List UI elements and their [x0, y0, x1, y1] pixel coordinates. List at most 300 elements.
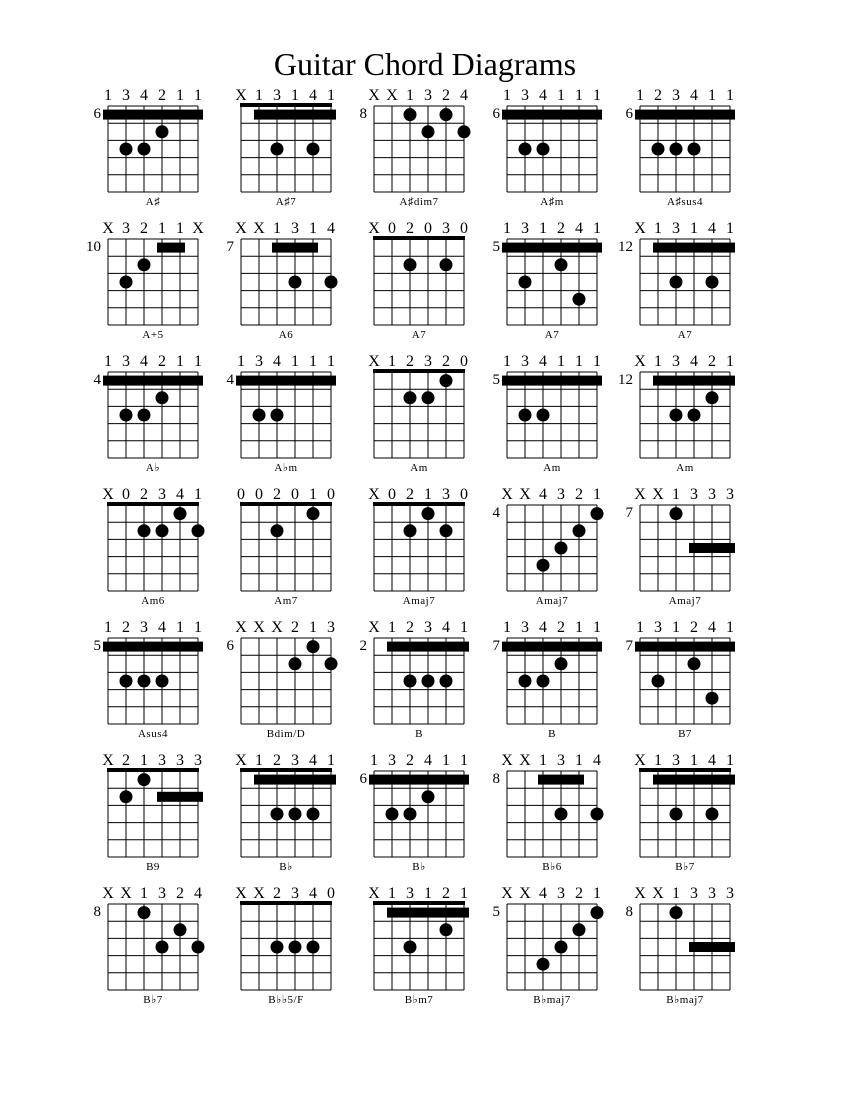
- chord-diagram: [493, 486, 604, 607]
- finger-dot: [404, 258, 417, 271]
- chord-name: B9: [146, 861, 160, 873]
- finger-label: 3: [521, 353, 529, 370]
- nut: [240, 768, 332, 772]
- finger-label: 4: [309, 87, 317, 104]
- finger-label: 2: [406, 220, 414, 237]
- barre-bar: [103, 376, 203, 386]
- finger-dot: [670, 409, 683, 422]
- finger-label: 0: [255, 486, 263, 503]
- finger-label: 1: [327, 752, 335, 769]
- finger-label: 3: [424, 619, 432, 636]
- chord-name: Amaj7: [535, 595, 569, 607]
- chord-name: B♭♭5/F: [268, 994, 304, 1006]
- fret-number: 10: [86, 239, 101, 255]
- chord-diagram: [493, 353, 603, 474]
- finger-label: 0: [424, 220, 432, 237]
- finger-dot: [706, 391, 719, 404]
- finger-label: 2: [406, 486, 414, 503]
- finger-label: X: [519, 885, 531, 902]
- fret-number: 6: [226, 638, 234, 654]
- finger-label: 2: [273, 752, 281, 769]
- finger-label: X: [501, 486, 513, 503]
- finger-label: 1: [636, 87, 644, 104]
- finger-dot: [325, 276, 338, 289]
- finger-label: 4: [708, 619, 716, 636]
- finger-label: 0: [388, 220, 396, 237]
- finger-label: 2: [273, 885, 281, 902]
- finger-label: 1: [593, 486, 601, 503]
- fret-number: 6: [625, 106, 633, 122]
- finger-label: 2: [442, 87, 450, 104]
- chord-name: B♭maj7: [533, 994, 571, 1006]
- finger-label: 2: [690, 619, 698, 636]
- finger-label: 1: [593, 87, 601, 104]
- finger-label: 1: [424, 885, 432, 902]
- chord-diagram: [368, 885, 469, 1006]
- finger-label: X: [235, 220, 247, 237]
- finger-label: 4: [539, 619, 547, 636]
- finger-label: 2: [557, 220, 565, 237]
- finger-label: X: [120, 885, 132, 902]
- chord-name: B: [548, 728, 556, 740]
- fret-number: 4: [226, 372, 234, 388]
- finger-label: 1: [575, 353, 583, 370]
- finger-label: 4: [690, 353, 698, 370]
- finger-label: 2: [708, 353, 716, 370]
- finger-label: 4: [575, 220, 583, 237]
- finger-label: 1: [503, 619, 511, 636]
- finger-dot: [440, 675, 453, 688]
- fret-number: 4: [93, 372, 101, 388]
- nut: [373, 369, 465, 373]
- finger-dot: [271, 941, 284, 954]
- finger-label: X: [634, 486, 646, 503]
- finger-label: 1: [690, 752, 698, 769]
- finger-label: 2: [122, 752, 130, 769]
- finger-dot: [440, 258, 453, 271]
- finger-label: 3: [140, 619, 148, 636]
- finger-label: 1: [726, 752, 734, 769]
- finger-dot: [670, 276, 683, 289]
- nut: [373, 236, 465, 240]
- finger-dot: [519, 276, 532, 289]
- finger-dot: [120, 790, 133, 803]
- finger-label: 3: [158, 752, 166, 769]
- chord-diagram: [237, 486, 335, 607]
- finger-dot: [307, 507, 320, 520]
- finger-dot: [386, 808, 399, 821]
- finger-dot: [138, 906, 151, 919]
- finger-label: 3: [291, 885, 299, 902]
- finger-label: 4: [460, 87, 468, 104]
- finger-label: 1: [255, 87, 263, 104]
- chord-diagram: [94, 87, 204, 208]
- chord-diagram: [626, 885, 736, 1006]
- barre-bar: [254, 110, 336, 120]
- finger-dot: [537, 143, 550, 156]
- chord-diagram: [235, 87, 336, 208]
- finger-label: 2: [140, 486, 148, 503]
- finger-dot: [537, 559, 550, 572]
- chord-name: Bdim/D: [266, 728, 306, 740]
- fret-number: 5: [492, 904, 500, 920]
- finger-label: 4: [309, 885, 317, 902]
- finger-dot: [537, 958, 550, 971]
- finger-label: 2: [406, 353, 414, 370]
- fret-number: 4: [492, 505, 500, 521]
- finger-label: 3: [388, 752, 396, 769]
- finger-label: 3: [424, 353, 432, 370]
- chord-name: Am6: [141, 595, 165, 607]
- finger-label: X: [386, 87, 398, 104]
- finger-dot: [670, 143, 683, 156]
- chord-name: A♯: [145, 196, 161, 208]
- finger-label: 1: [636, 619, 644, 636]
- finger-label: 3: [158, 486, 166, 503]
- finger-dot: [688, 657, 701, 670]
- finger-label: 3: [158, 885, 166, 902]
- finger-dot: [555, 542, 568, 555]
- chord-name: Am: [410, 462, 428, 474]
- finger-label: 3: [255, 353, 263, 370]
- finger-dot: [138, 143, 151, 156]
- finger-label: X: [519, 752, 531, 769]
- fret-number: 5: [492, 239, 500, 255]
- finger-label: 1: [460, 885, 468, 902]
- finger-dot: [138, 773, 151, 786]
- finger-label: 1: [460, 752, 468, 769]
- finger-dot: [555, 258, 568, 271]
- finger-dot: [120, 276, 133, 289]
- finger-label: 4: [158, 619, 166, 636]
- finger-label: 2: [575, 885, 583, 902]
- nut: [373, 502, 465, 506]
- finger-label: 1: [593, 619, 601, 636]
- finger-label: 1: [726, 619, 734, 636]
- chord-name: A♯7: [275, 196, 297, 208]
- finger-label: 0: [460, 486, 468, 503]
- finger-dot: [537, 675, 550, 688]
- chord-name: B: [415, 728, 423, 740]
- nut: [373, 901, 465, 905]
- finger-dot: [573, 923, 586, 936]
- finger-label: 4: [140, 87, 148, 104]
- finger-label: 4: [273, 353, 281, 370]
- finger-label: X: [235, 87, 247, 104]
- finger-label: 1: [424, 486, 432, 503]
- finger-label: 0: [388, 486, 396, 503]
- finger-label: 3: [122, 220, 130, 237]
- finger-label: 4: [309, 752, 317, 769]
- finger-dot: [519, 675, 532, 688]
- finger-label: X: [501, 885, 513, 902]
- finger-label: 1: [327, 353, 335, 370]
- chord-diagram: [235, 885, 335, 1006]
- finger-dot: [422, 675, 435, 688]
- finger-dot: [307, 640, 320, 653]
- finger-dot: [440, 923, 453, 936]
- finger-label: 4: [593, 752, 601, 769]
- finger-label: X: [192, 220, 204, 237]
- finger-label: 1: [309, 486, 317, 503]
- finger-label: X: [634, 220, 646, 237]
- nut: [107, 768, 199, 772]
- finger-dot: [271, 143, 284, 156]
- chord-diagram: [360, 619, 470, 740]
- barre-bar: [157, 792, 203, 802]
- finger-label: 1: [503, 220, 511, 237]
- finger-label: 3: [424, 87, 432, 104]
- finger-label: 1: [176, 87, 184, 104]
- finger-label: 1: [309, 619, 317, 636]
- barre-bar: [103, 110, 203, 120]
- finger-label: 1: [672, 885, 680, 902]
- finger-label: 4: [539, 87, 547, 104]
- finger-dot: [253, 409, 266, 422]
- finger-dot: [422, 125, 435, 138]
- finger-label: 1: [690, 220, 698, 237]
- page-title: Guitar Chord Diagrams: [273, 46, 577, 82]
- barre-bar: [103, 642, 203, 652]
- finger-label: 1: [593, 220, 601, 237]
- finger-label: 1: [726, 353, 734, 370]
- chord-diagram: [493, 752, 604, 873]
- barre-bar: [502, 376, 602, 386]
- finger-label: 4: [708, 752, 716, 769]
- chord-diagram: [493, 87, 603, 208]
- chord-diagram: [94, 885, 205, 1006]
- finger-dot: [289, 941, 302, 954]
- finger-dot: [120, 675, 133, 688]
- finger-label: 1: [460, 619, 468, 636]
- finger-label: X: [368, 220, 380, 237]
- finger-label: 1: [539, 220, 547, 237]
- fret-number: 5: [93, 638, 101, 654]
- finger-label: X: [235, 752, 247, 769]
- finger-label: 2: [176, 885, 184, 902]
- chord-diagram: [227, 220, 338, 341]
- finger-label: 3: [521, 619, 529, 636]
- chord-name: B♭m7: [404, 994, 434, 1006]
- finger-label: 1: [176, 220, 184, 237]
- finger-label: 1: [406, 87, 414, 104]
- finger-dot: [271, 808, 284, 821]
- finger-dot: [325, 657, 338, 670]
- finger-label: 3: [672, 353, 680, 370]
- finger-label: 1: [291, 87, 299, 104]
- chord-name: B♭7: [675, 861, 695, 873]
- chord-diagram: [493, 885, 604, 1006]
- finger-dot: [555, 657, 568, 670]
- barre-bar: [254, 775, 336, 785]
- finger-label: 3: [122, 353, 130, 370]
- finger-label: 2: [575, 486, 583, 503]
- finger-label: X: [253, 619, 265, 636]
- finger-label: 1: [388, 353, 396, 370]
- finger-label: 4: [708, 220, 716, 237]
- finger-label: 0: [237, 486, 245, 503]
- chord-diagram: [102, 486, 204, 607]
- finger-label: X: [271, 619, 283, 636]
- finger-label: 2: [122, 619, 130, 636]
- barre-bar: [502, 243, 602, 253]
- finger-label: 1: [237, 353, 245, 370]
- nut: [240, 502, 332, 506]
- chord-name: B♭: [279, 861, 293, 873]
- finger-label: 0: [291, 486, 299, 503]
- chord-diagram: [94, 619, 204, 740]
- nut: [639, 768, 731, 772]
- chord-name: B♭6: [542, 861, 562, 873]
- finger-label: 1: [291, 353, 299, 370]
- finger-label: X: [368, 619, 380, 636]
- chord-name: A7: [677, 329, 693, 341]
- finger-dot: [555, 808, 568, 821]
- finger-label: X: [235, 885, 247, 902]
- chord-name: A6: [278, 329, 294, 341]
- finger-label: 3: [273, 87, 281, 104]
- finger-dot: [440, 108, 453, 121]
- finger-dot: [404, 108, 417, 121]
- finger-label: 0: [122, 486, 130, 503]
- finger-dot: [404, 941, 417, 954]
- barre-bar: [502, 642, 602, 652]
- finger-dot: [688, 409, 701, 422]
- finger-dot: [591, 507, 604, 520]
- finger-label: 1: [557, 87, 565, 104]
- finger-dot: [156, 941, 169, 954]
- finger-dot: [174, 507, 187, 520]
- nut: [240, 103, 332, 107]
- chord-diagram: [368, 486, 468, 607]
- finger-label: X: [368, 87, 380, 104]
- finger-dot: [440, 524, 453, 537]
- finger-label: 3: [194, 752, 202, 769]
- fret-number: 2: [359, 638, 367, 654]
- finger-label: X: [368, 486, 380, 503]
- finger-dot: [404, 808, 417, 821]
- chord-name: A♭m: [274, 462, 298, 474]
- finger-label: 3: [672, 752, 680, 769]
- finger-dot: [706, 276, 719, 289]
- finger-dot: [519, 409, 532, 422]
- finger-dot: [404, 524, 417, 537]
- barre-bar: [538, 775, 584, 785]
- finger-label: 3: [442, 486, 450, 503]
- finger-label: 1: [176, 619, 184, 636]
- finger-label: 1: [575, 619, 583, 636]
- finger-label: X: [368, 885, 380, 902]
- chord-diagram: [368, 353, 468, 474]
- finger-label: 1: [140, 752, 148, 769]
- fret-number: 5: [492, 372, 500, 388]
- chord-diagram: [493, 220, 603, 341]
- chord-diagram: [618, 353, 735, 474]
- finger-dot: [271, 409, 284, 422]
- finger-label: 3: [291, 220, 299, 237]
- fret-number: 8: [492, 771, 500, 787]
- finger-label: X: [501, 752, 513, 769]
- fret-number: 12: [618, 239, 633, 255]
- finger-label: 2: [273, 486, 281, 503]
- finger-label: 2: [291, 619, 299, 636]
- finger-label: 1: [388, 619, 396, 636]
- finger-label: 3: [521, 87, 529, 104]
- finger-label: 3: [726, 486, 734, 503]
- finger-dot: [670, 906, 683, 919]
- barre-bar: [502, 110, 602, 120]
- chord-name: B♭maj7: [666, 994, 704, 1006]
- finger-dot: [174, 923, 187, 936]
- fret-number: 7: [226, 239, 234, 255]
- chord-name: Amaj7: [402, 595, 436, 607]
- fret-number: 6: [492, 106, 500, 122]
- finger-label: 4: [176, 486, 184, 503]
- finger-dot: [458, 125, 471, 138]
- finger-dot: [670, 507, 683, 520]
- chord-name: A♯sus4: [666, 196, 704, 208]
- finger-label: 4: [424, 752, 432, 769]
- finger-dot: [422, 391, 435, 404]
- finger-dot: [537, 409, 550, 422]
- finger-label: 4: [442, 619, 450, 636]
- chord-name: B♭7: [143, 994, 163, 1006]
- finger-label: 2: [158, 87, 166, 104]
- finger-label: 1: [104, 87, 112, 104]
- finger-label: 3: [557, 885, 565, 902]
- chord-diagram: [227, 353, 337, 474]
- finger-label: X: [102, 752, 114, 769]
- finger-label: X: [368, 353, 380, 370]
- barre-bar: [272, 243, 318, 253]
- finger-dot: [192, 941, 205, 954]
- finger-dot: [706, 808, 719, 821]
- chord-diagram: [618, 220, 735, 341]
- finger-label: 3: [726, 885, 734, 902]
- finger-label: 1: [104, 353, 112, 370]
- finger-label: 1: [158, 220, 166, 237]
- chord-diagram: [368, 220, 468, 341]
- finger-label: 3: [557, 486, 565, 503]
- finger-label: 3: [557, 752, 565, 769]
- finger-label: X: [634, 885, 646, 902]
- finger-dot: [138, 524, 151, 537]
- finger-dot: [289, 276, 302, 289]
- finger-dot: [688, 143, 701, 156]
- chord-name: A7: [411, 329, 427, 341]
- finger-label: 3: [406, 885, 414, 902]
- barre-bar: [635, 642, 735, 652]
- finger-label: 2: [406, 619, 414, 636]
- finger-dot: [156, 125, 169, 138]
- finger-label: 0: [460, 353, 468, 370]
- finger-dot: [156, 675, 169, 688]
- finger-label: 1: [672, 619, 680, 636]
- finger-dot: [120, 143, 133, 156]
- finger-label: X: [652, 486, 664, 503]
- finger-label: 1: [194, 87, 202, 104]
- chord-diagram: [235, 752, 336, 873]
- finger-label: 1: [442, 752, 450, 769]
- chord-diagram: [94, 353, 204, 474]
- chord-name: Am7: [274, 595, 298, 607]
- finger-label: 1: [503, 353, 511, 370]
- finger-label: 1: [176, 353, 184, 370]
- finger-dot: [156, 524, 169, 537]
- finger-dot: [573, 293, 586, 306]
- finger-label: 4: [539, 885, 547, 902]
- finger-label: 1: [726, 220, 734, 237]
